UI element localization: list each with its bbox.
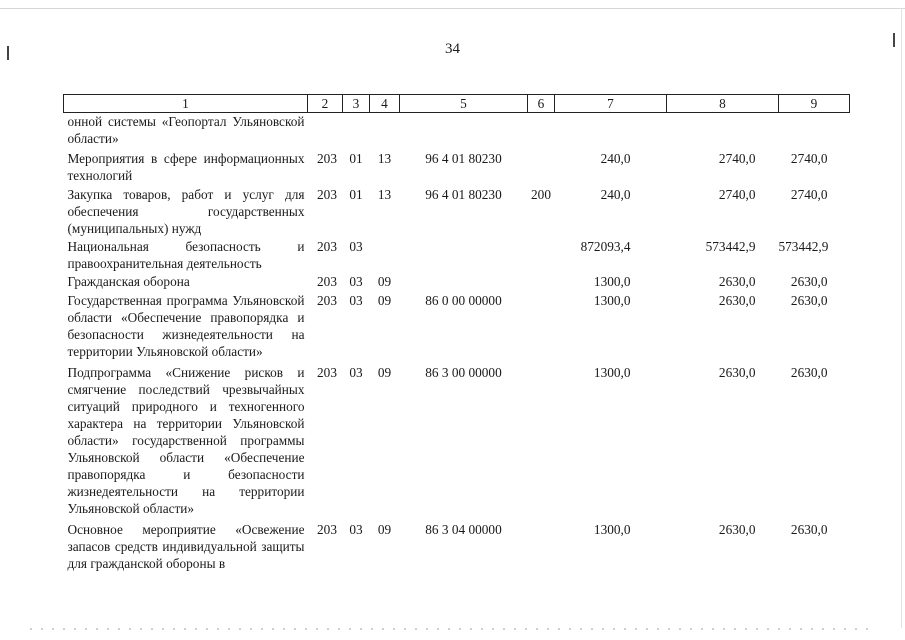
amount-cell: 1300,0 xyxy=(593,522,631,537)
code-cell: 96 4 01 80230 xyxy=(425,151,502,166)
table-row xyxy=(64,113,850,148)
table-row xyxy=(64,360,850,517)
code-cell xyxy=(528,290,555,360)
code-cell xyxy=(400,113,528,148)
budget-table xyxy=(63,94,850,572)
amount-cell: 2630,0 xyxy=(790,522,828,537)
row-name-cell: Подпрограмма «Снижение рисков и смягчение последствий чрезвычайных ситуаций природного и техногенного характера на территории Ульяновской области» государственной программы Ульяновской области «Обеспечение правопорядка и безопасности жизнедеятельности на территории Ульяновской области» xyxy=(67,365,305,516)
amount-cell xyxy=(667,113,779,148)
amount-cell: 2630,0 xyxy=(718,522,756,537)
row-name-cell: Закупка товаров, работ и услуг для обеспечения государственных (муниципальных) нужд xyxy=(67,187,305,236)
amount-cell: 1300,0 xyxy=(593,365,631,380)
column-header: 8 xyxy=(667,95,779,113)
code-cell: 203 xyxy=(317,365,337,380)
amount-cell: 2740,0 xyxy=(718,187,756,202)
row-name-cell: Основное мероприятие «Освежение запасов средств индивидуальной защиты для гражданской обороны в xyxy=(67,522,305,571)
scan-bottom-noise xyxy=(30,628,875,630)
code-cell xyxy=(400,237,528,272)
code-cell: 13 xyxy=(377,151,392,166)
table-row xyxy=(64,237,850,272)
code-cell xyxy=(370,237,400,272)
table-row xyxy=(64,184,850,237)
column-header: 6 xyxy=(528,95,555,113)
amount-cell xyxy=(555,113,667,148)
column-header: 1 xyxy=(64,95,308,113)
code-cell: 03 xyxy=(349,239,363,254)
amount-cell: 1300,0 xyxy=(593,274,631,289)
amount-cell: 2740,0 xyxy=(718,151,756,166)
code-cell: 203 xyxy=(317,274,337,289)
scan-top-edge xyxy=(0,8,905,9)
code-cell: 86 0 00 00000 xyxy=(425,293,502,308)
amount-cell xyxy=(779,113,850,148)
code-cell: 203 xyxy=(317,239,337,254)
code-cell xyxy=(400,272,528,290)
code-cell xyxy=(528,237,555,272)
row-name-cell: Гражданская оборона xyxy=(67,274,190,289)
code-cell xyxy=(528,147,555,184)
amount-cell: 1300,0 xyxy=(593,293,631,308)
code-cell xyxy=(528,360,555,517)
amount-cell: 2740,0 xyxy=(790,151,828,166)
amount-cell: 2630,0 xyxy=(790,274,828,289)
code-cell: 01 xyxy=(349,187,363,202)
code-cell xyxy=(528,113,555,148)
code-cell: 203 xyxy=(317,187,337,202)
row-name-cell: Мероприятия в сфере информационных технологий xyxy=(67,151,305,183)
table-row xyxy=(64,272,850,290)
code-cell: 03 xyxy=(349,365,363,380)
row-name-cell: онной системы «Геопортал Ульяновской области» xyxy=(67,114,305,146)
code-cell: 13 xyxy=(377,187,392,202)
amount-cell: 872093,4 xyxy=(580,239,631,254)
column-header: 2 xyxy=(308,95,343,113)
code-cell xyxy=(308,113,343,148)
amount-cell: 240,0 xyxy=(600,187,631,202)
column-header: 3 xyxy=(343,95,370,113)
code-cell: 03 xyxy=(349,274,363,289)
amount-cell: 2630,0 xyxy=(718,365,756,380)
code-cell: 01 xyxy=(349,151,363,166)
amount-cell: 2630,0 xyxy=(790,293,828,308)
code-cell: 203 xyxy=(317,151,337,166)
code-cell: 03 xyxy=(349,522,363,537)
table-row xyxy=(64,147,850,184)
amount-cell: 240,0 xyxy=(600,151,631,166)
code-cell xyxy=(370,113,400,148)
code-cell: 09 xyxy=(377,365,392,380)
scan-right-edge xyxy=(901,8,902,628)
code-cell: 09 xyxy=(377,274,392,289)
code-cell: 96 4 01 80230 xyxy=(425,187,502,202)
code-cell: 203 xyxy=(317,522,337,537)
amount-cell: 2630,0 xyxy=(718,274,756,289)
amount-cell: 573442,9 xyxy=(778,239,829,254)
column-header: 7 xyxy=(555,95,667,113)
page-number: 34 xyxy=(445,41,460,57)
code-cell xyxy=(528,272,555,290)
code-cell xyxy=(528,517,555,572)
code-cell xyxy=(343,113,370,148)
amount-cell: 2630,0 xyxy=(790,365,828,380)
code-cell: 203 xyxy=(317,293,337,308)
column-header: 5 xyxy=(400,95,528,113)
amount-cell: 2630,0 xyxy=(718,293,756,308)
code-cell: 09 xyxy=(377,293,392,308)
code-cell: 09 xyxy=(377,522,392,537)
column-number-row xyxy=(64,95,850,113)
amount-cell: 573442,9 xyxy=(705,239,756,254)
table-row xyxy=(64,290,850,360)
table-row xyxy=(64,517,850,572)
column-header: 4 xyxy=(370,95,400,113)
code-cell: 200 xyxy=(531,187,551,202)
code-cell: 86 3 00 00000 xyxy=(425,365,502,380)
code-cell: 86 3 04 00000 xyxy=(425,522,502,537)
row-name-cell: Национальная безопасность и правоохранительная деятельность xyxy=(67,239,305,271)
amount-cell: 2740,0 xyxy=(790,187,828,202)
code-cell: 03 xyxy=(349,293,363,308)
row-name-cell: Государственная программа Ульяновской области «Обеспечение правопорядка и безопасности жизнедеятельности на территории Ульяновской области» xyxy=(67,293,305,359)
column-header: 9 xyxy=(779,95,850,113)
